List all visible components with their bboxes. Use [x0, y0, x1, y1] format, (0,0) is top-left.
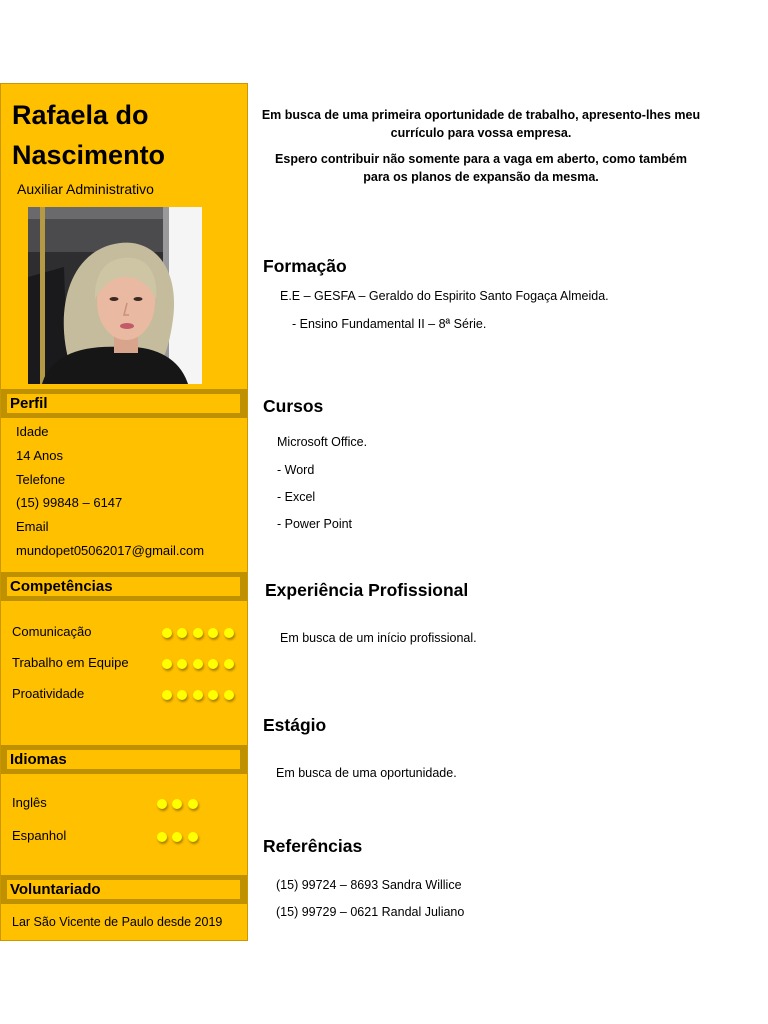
- intro-paragraph: Em busca de uma primeira oportunidade de trabalho, apresento-lhes meu currículo para vossa empresa.: [261, 108, 701, 140]
- profile-value-email: mundopet05062017@gmail.com: [16, 542, 205, 558]
- rating-dot: [177, 690, 187, 700]
- course-item: Microsoft Office.: [277, 435, 368, 449]
- language-row: [12, 819, 242, 852]
- section-header-box: [7, 750, 240, 769]
- rating-dot: [177, 659, 187, 669]
- volunteering-text: Lar São Vicente de Paulo desde 2019: [12, 915, 223, 929]
- internship-text: Em busca de uma oportunidade.: [276, 766, 457, 780]
- profile-value-phone: (15) 99848 – 6147: [16, 495, 123, 511]
- rating-dot: [162, 628, 172, 638]
- rating-dot: [188, 832, 198, 842]
- skills-list: [12, 616, 242, 709]
- section-title-languages: Idiomas: [10, 751, 67, 768]
- rating-dot: [188, 799, 198, 809]
- experience-text: Em busca de um início profissional.: [280, 631, 477, 645]
- section-title-volunteering: Voluntariado: [10, 881, 101, 898]
- sidebar: [0, 83, 248, 941]
- section-header-box: [7, 577, 240, 596]
- skill-row: [12, 647, 242, 678]
- rating-dot: [224, 690, 234, 700]
- profile-value-age: 14 Anos: [16, 447, 63, 463]
- course-item: - Excel: [277, 490, 316, 504]
- section-header-profile: [1, 389, 247, 418]
- language-rating: [157, 832, 198, 842]
- rating-dot: [193, 690, 203, 700]
- skill-rating: [162, 690, 234, 700]
- profile-label-email: Email: [16, 519, 49, 535]
- rating-dot: [224, 628, 234, 638]
- rating-dot: [172, 832, 182, 842]
- rating-dot: [193, 628, 203, 638]
- skill-rating: [162, 628, 234, 638]
- language-rating: [157, 799, 198, 809]
- photo-eye-left: [110, 297, 119, 301]
- section-heading-experience: Experiência Profissional: [265, 580, 469, 600]
- reference-item: (15) 99729 – 0621 Randal Juliano: [276, 905, 465, 919]
- language-label: Inglês: [12, 794, 47, 810]
- education-school: E.E – GESFA – Geraldo do Espirito Santo Fogaça Almeida.: [280, 289, 609, 303]
- course-item: - Power Point: [277, 517, 353, 531]
- skill-label: Trabalho em Equipe: [12, 654, 129, 670]
- section-heading-references: Referências: [263, 836, 363, 856]
- photo-window: [169, 207, 202, 384]
- job-title: Auxiliar Administrativo: [17, 181, 154, 197]
- skill-label: Proatividade: [12, 685, 85, 701]
- rating-dot: [224, 659, 234, 669]
- section-heading-education: Formação: [263, 256, 347, 276]
- rating-dot: [162, 659, 172, 669]
- language-label: Espanhol: [12, 827, 67, 843]
- section-title-profile: Perfil: [10, 395, 48, 412]
- rating-dot: [208, 628, 218, 638]
- section-header-box: [7, 880, 240, 899]
- languages-list: [12, 786, 242, 852]
- photo-mouth: [120, 323, 134, 329]
- profile-label-age: Idade: [16, 424, 49, 439]
- intro-paragraph: Espero contribuir não somente para a vaga em aberto, como também para os planos de expansão da mesma.: [275, 152, 687, 184]
- rating-dot: [162, 690, 172, 700]
- section-header-languages: [1, 745, 247, 774]
- section-header-skills: [1, 572, 247, 601]
- rating-dot: [193, 659, 203, 669]
- profile-photo-image: [28, 207, 202, 384]
- rating-dot: [157, 799, 167, 809]
- skill-rating: [162, 659, 234, 669]
- skill-label: Comunicação: [12, 623, 92, 639]
- profile-label-phone: Telefone: [16, 471, 66, 487]
- section-title-skills: Competências: [10, 578, 113, 595]
- reference-item: (15) 99724 – 8693 Sandra Willice: [276, 878, 462, 892]
- skill-row: [12, 616, 242, 647]
- section-heading-internship: Estágio: [263, 715, 327, 735]
- photo-pole: [40, 207, 45, 384]
- profile-list: [16, 420, 241, 563]
- section-heading-courses: Cursos: [263, 396, 324, 416]
- rating-dot: [208, 659, 218, 669]
- course-item: - Word: [277, 463, 315, 477]
- skill-row: [12, 678, 242, 709]
- rating-dot: [177, 628, 187, 638]
- rating-dot: [172, 799, 182, 809]
- section-header-volunteering: [1, 875, 247, 904]
- photo-eye-right: [134, 297, 143, 301]
- profile-photo: [28, 207, 202, 384]
- rating-dot: [157, 832, 167, 842]
- rating-dot: [208, 690, 218, 700]
- education-grade: - Ensino Fundamental II – 8ª Série.: [292, 317, 487, 331]
- section-header-box: [7, 394, 240, 413]
- language-row: [12, 786, 242, 819]
- candidate-name: Rafaela do Nascimento: [12, 100, 166, 170]
